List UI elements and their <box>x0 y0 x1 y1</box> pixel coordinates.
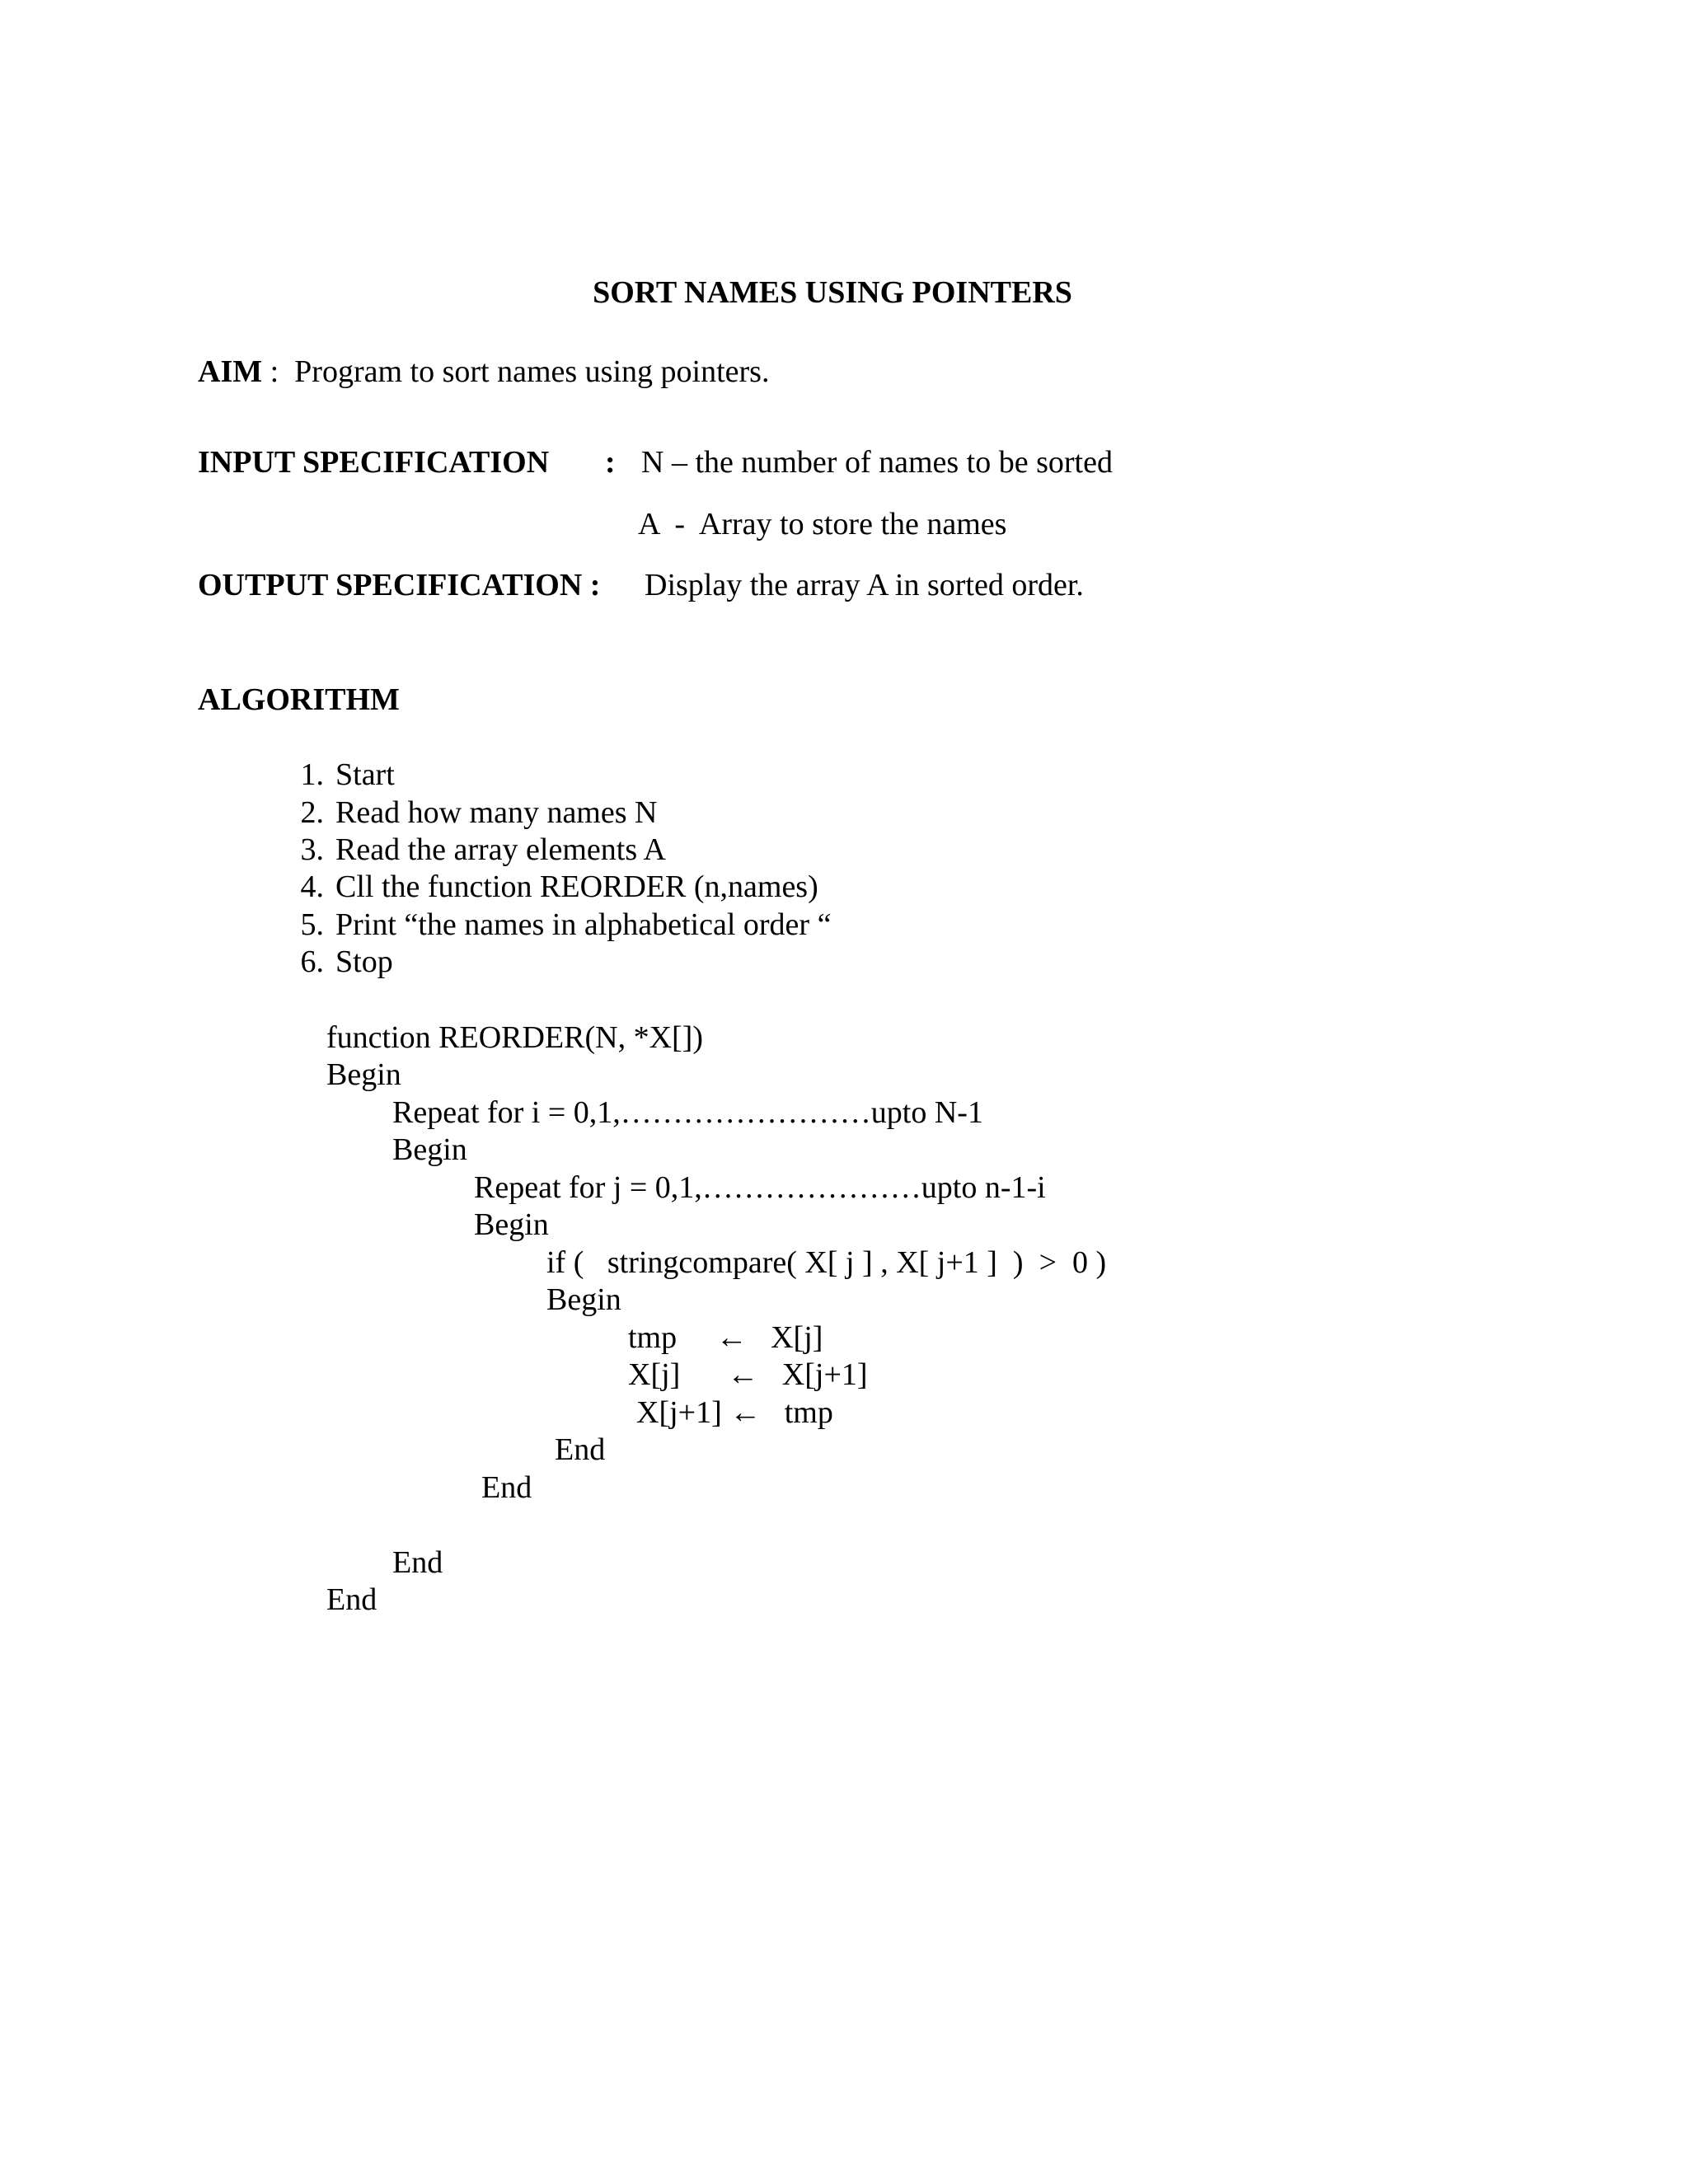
list-item <box>274 944 393 980</box>
code-line: End <box>326 1582 377 1617</box>
code-line: End <box>481 1470 532 1505</box>
algorithm-heading: ALGORITHM <box>198 682 400 717</box>
aim-separator: : <box>262 354 295 389</box>
input-spec-line-2: A - Array to store the names <box>638 507 1007 541</box>
aim-text: Program to sort names using pointers. <box>294 354 770 389</box>
code-line: Begin <box>546 1282 621 1317</box>
step-number: 5. <box>300 907 324 942</box>
step-text: Read the array elements A <box>335 832 666 867</box>
code-line: Begin <box>474 1207 549 1242</box>
input-spec-separator: : <box>605 445 616 480</box>
aim-row <box>198 354 769 390</box>
code-line: Begin <box>392 1132 467 1167</box>
code-line: X[j+1] ← tmp <box>636 1395 833 1430</box>
output-spec-label: OUTPUT SPECIFICATION : <box>198 568 601 602</box>
output-spec-text: Display the array A in sorted order. <box>645 568 1084 602</box>
code-line: if ( stringcompare( X[ j ] , X[ j+1 ] ) > 0 ) <box>546 1245 1107 1280</box>
code-line: X[j] ← X[j+1] <box>628 1357 868 1392</box>
list-item <box>274 794 657 831</box>
list-item <box>274 757 395 793</box>
step-text: Cll the function REORDER (n,names) <box>335 869 818 904</box>
code-line: Begin <box>326 1057 401 1092</box>
code-line: Repeat for j = 0,1,…………………upto n-1-i <box>474 1170 1046 1205</box>
code-line: End <box>392 1545 443 1580</box>
step-text: Stop <box>335 944 393 979</box>
page-title: SORT NAMES USING POINTERS <box>593 275 1072 310</box>
code-line: Repeat for i = 0,1,……………………upto N-1 <box>392 1095 983 1130</box>
step-text: Start <box>335 757 395 792</box>
input-spec-label: INPUT SPECIFICATION <box>198 445 550 480</box>
code-line: End <box>555 1432 606 1467</box>
aim-label: AIM <box>198 354 263 389</box>
code-line: function REORDER(N, *X[]) <box>326 1020 703 1055</box>
step-text: Print “the names in alphabetical order “ <box>335 907 832 942</box>
code-line: tmp ← X[j] <box>628 1320 823 1355</box>
step-number: 1. <box>300 757 324 792</box>
list-item <box>274 832 666 868</box>
step-number: 3. <box>300 832 324 867</box>
step-number: 2. <box>300 795 324 830</box>
list-item <box>274 869 818 905</box>
list-item <box>274 907 831 943</box>
step-number: 6. <box>300 944 324 979</box>
step-text: Read how many names N <box>335 795 658 830</box>
step-number: 4. <box>300 869 324 904</box>
input-spec-line-1: N – the number of names to be sorted <box>641 445 1113 480</box>
